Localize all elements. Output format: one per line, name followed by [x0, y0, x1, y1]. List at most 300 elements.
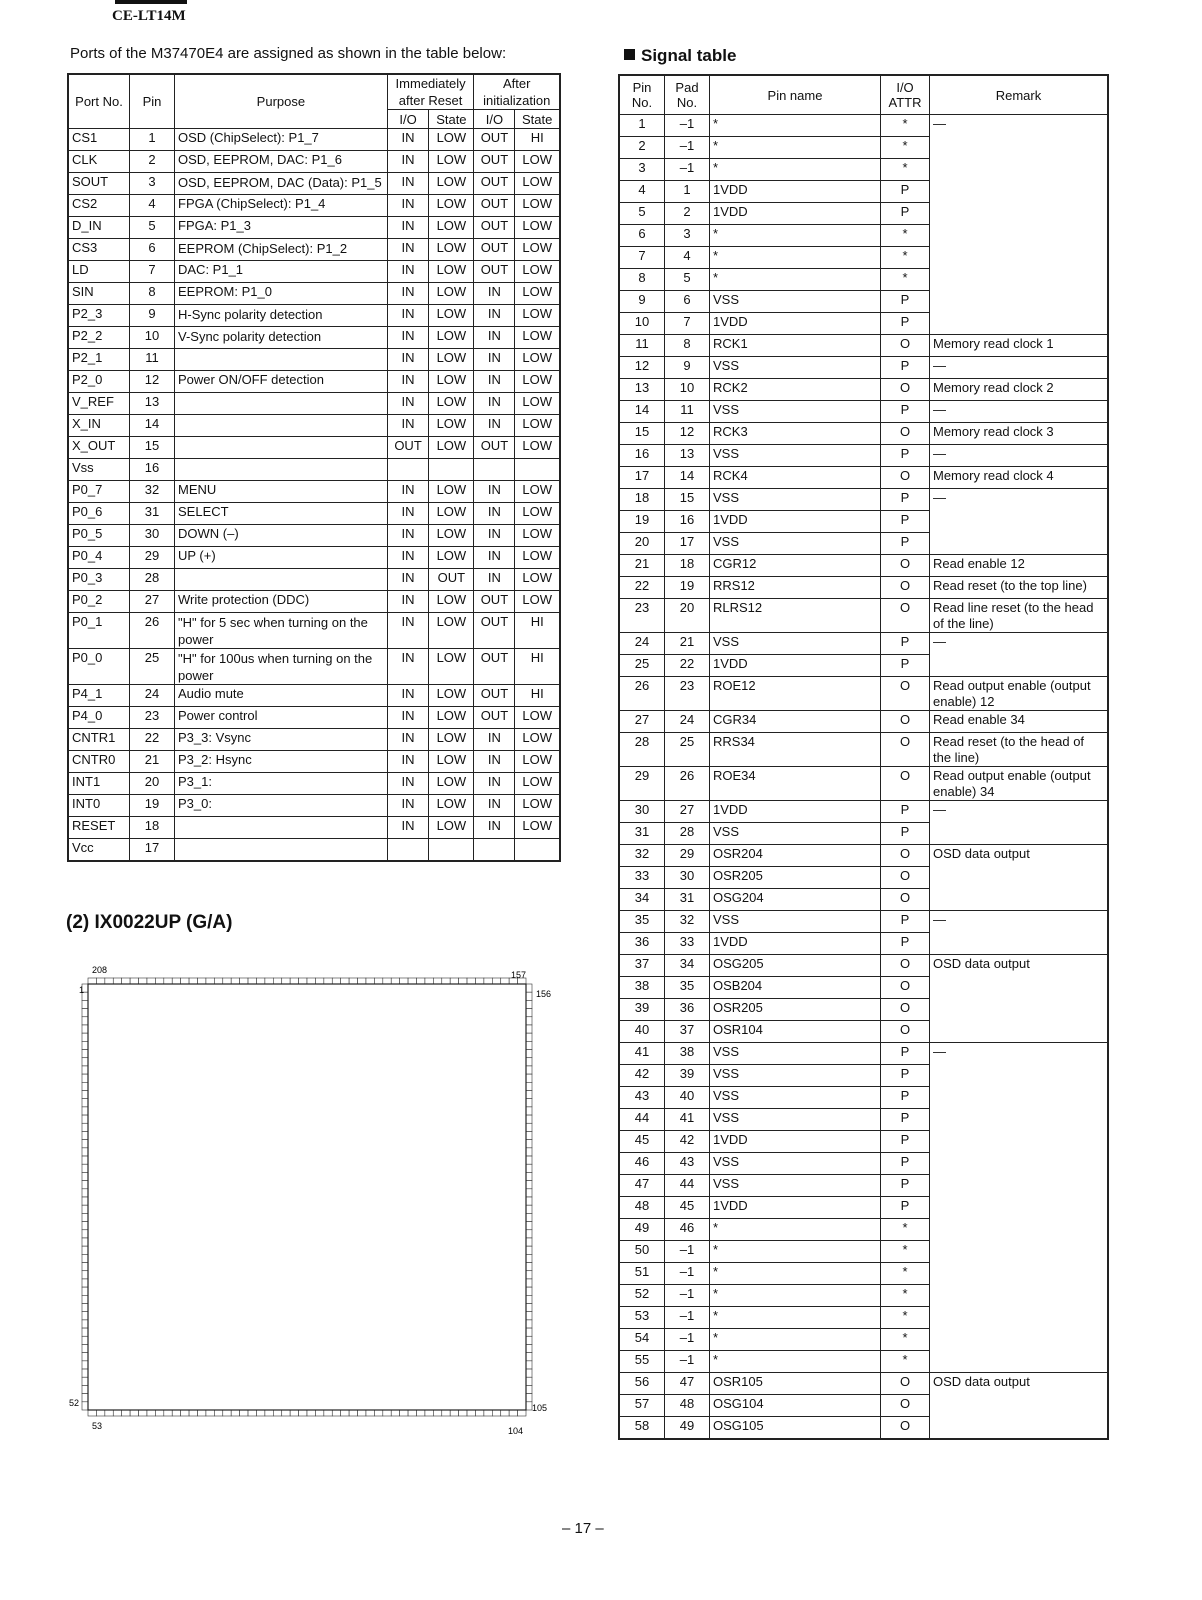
pin-pad	[248, 978, 256, 984]
cell-pin: 5	[130, 217, 175, 239]
cell-port: CS1	[68, 129, 130, 151]
cell-pin-name: OSR205	[710, 867, 881, 889]
pin-pad	[82, 1082, 88, 1090]
cell-pad-no: 9	[665, 357, 710, 379]
cell-pin-no: 2	[619, 137, 665, 159]
cell-state2	[515, 459, 560, 481]
col-pad-no: Pad No.	[665, 75, 710, 115]
pin-pad	[82, 1041, 88, 1049]
ports-row	[68, 217, 560, 239]
pin-pad	[526, 1377, 532, 1385]
cell-pin-name: VSS	[710, 1043, 881, 1065]
cell-pin-name: OSR204	[710, 845, 881, 867]
cell-pin-no: 5	[619, 203, 665, 225]
ports-row	[68, 503, 560, 525]
cell-state2: LOW	[515, 591, 560, 613]
col-pin-no: Pin No.	[619, 75, 665, 115]
cell-pad-no: –1	[665, 1307, 710, 1329]
pin-pad	[526, 1230, 532, 1238]
pin-pad	[425, 1410, 433, 1416]
cell-state2: HI	[515, 613, 560, 649]
cell-port: P2_2	[68, 327, 130, 349]
ports-row	[68, 283, 560, 305]
pin-pad	[374, 978, 382, 984]
cell-pin-no: 20	[619, 533, 665, 555]
pin-pad	[459, 1410, 467, 1416]
cell-io1: IN	[387, 173, 429, 195]
cell-pin: 18	[130, 817, 175, 839]
cell-io1: OUT	[387, 437, 429, 459]
cell-port: SIN	[68, 283, 130, 305]
pin-pad	[492, 1410, 500, 1416]
pin-pad	[82, 1254, 88, 1262]
pin-pad	[82, 1377, 88, 1385]
pin-pad	[526, 1279, 532, 1287]
cell-pin-no: 22	[619, 577, 665, 599]
cell-pad-no: 30	[665, 867, 710, 889]
pin-pad	[82, 1107, 88, 1115]
cell-io1	[387, 459, 429, 481]
cell-pin: 14	[130, 415, 175, 437]
cell-io2: OUT	[474, 591, 515, 613]
cell-state2: HI	[515, 685, 560, 707]
signal-row	[619, 845, 1108, 867]
cell-pad-no: 23	[665, 677, 710, 711]
cell-io-attr: P	[881, 533, 930, 555]
pin-pad	[450, 978, 458, 984]
cell-pad-no: –1	[665, 1351, 710, 1373]
pin-pad	[282, 978, 290, 984]
cell-remark: —	[930, 489, 1109, 555]
cell-pin-name: *	[710, 225, 881, 247]
cell-pin-no: 34	[619, 889, 665, 911]
cell-state2: LOW	[515, 751, 560, 773]
cell-io2: IN	[474, 729, 515, 751]
pin-pad	[82, 1189, 88, 1197]
pin-pad	[526, 1213, 532, 1221]
pin-pad	[475, 1410, 483, 1416]
cell-io-attr: *	[881, 1329, 930, 1351]
cell-pin: 23	[130, 707, 175, 729]
pin-pad	[315, 978, 323, 984]
pin-pad	[82, 1025, 88, 1033]
cell-pin: 9	[130, 305, 175, 327]
pin-pad	[324, 978, 332, 984]
signal-table-title: Signal table	[624, 46, 736, 66]
pin-pad	[526, 1107, 532, 1115]
cell-io2: OUT	[474, 685, 515, 707]
signal-row	[619, 357, 1108, 379]
pin-pad	[526, 1344, 532, 1352]
cell-io-attr: O	[881, 999, 930, 1021]
cell-pin-name: CGR12	[710, 555, 881, 577]
cell-pin-name: *	[710, 137, 881, 159]
pin-pad	[82, 1205, 88, 1213]
cell-io-attr: O	[881, 977, 930, 999]
pin-pad	[526, 992, 532, 1000]
signal-row	[619, 955, 1108, 977]
cell-state1: LOW	[429, 503, 474, 525]
cell-io2: OUT	[474, 173, 515, 195]
cell-pin-name: VSS	[710, 823, 881, 845]
cell-io-attr: P	[881, 1131, 930, 1153]
cell-pin-no: 41	[619, 1043, 665, 1065]
pin-label-52: 52	[69, 1398, 80, 1408]
pin-pad	[82, 1353, 88, 1361]
pin-pad	[526, 1172, 532, 1180]
ports-row	[68, 707, 560, 729]
signal-row	[619, 401, 1108, 423]
pin-pad	[425, 978, 433, 984]
cell-io2	[474, 459, 515, 481]
cell-pin-no: 10	[619, 313, 665, 335]
pin-pad	[214, 978, 222, 984]
cell-pad-no: 33	[665, 933, 710, 955]
cell-io-attr: P	[881, 1043, 930, 1065]
cell-pad-no: 7	[665, 313, 710, 335]
cell-pad-no: 10	[665, 379, 710, 401]
cell-port: V_REF	[68, 393, 130, 415]
col-state-1: State	[429, 110, 474, 129]
cell-port: LD	[68, 261, 130, 283]
cell-purpose: DOWN (–)	[175, 525, 388, 547]
signal-row	[619, 599, 1108, 633]
cell-io-attr: P	[881, 801, 930, 823]
cell-io1: IN	[387, 327, 429, 349]
cell-pad-no: 36	[665, 999, 710, 1021]
cell-remark: Read reset (to the top line)	[930, 577, 1109, 599]
signal-row	[619, 577, 1108, 599]
pin-pad	[189, 1410, 197, 1416]
cell-state1: LOW	[429, 437, 474, 459]
cell-pin-name: OSR205	[710, 999, 881, 1021]
cell-purpose: EEPROM: P1_0	[175, 283, 388, 305]
cell-pin-name: RCK3	[710, 423, 881, 445]
ports-row	[68, 729, 560, 751]
cell-purpose	[175, 459, 388, 481]
pin-pad	[366, 1410, 374, 1416]
pin-pad	[265, 1410, 273, 1416]
cell-remark: —	[930, 445, 1109, 467]
cell-pin: 12	[130, 371, 175, 393]
cell-pin-no: 11	[619, 335, 665, 357]
pin-pad	[155, 1410, 163, 1416]
cell-pad-no: 11	[665, 401, 710, 423]
cell-pin-no: 45	[619, 1131, 665, 1153]
cell-io-attr: *	[881, 1285, 930, 1307]
cell-pin: 3	[130, 173, 175, 195]
cell-io2: OUT	[474, 151, 515, 173]
signal-row	[619, 467, 1108, 489]
cell-io-attr: P	[881, 1175, 930, 1197]
cell-state2: LOW	[515, 305, 560, 327]
cell-pad-no: 6	[665, 291, 710, 313]
pin-pad	[82, 1222, 88, 1230]
pin-pad	[82, 1213, 88, 1221]
cell-pin-name: OSG205	[710, 955, 881, 977]
cell-pin-name: 1VDD	[710, 313, 881, 335]
pin-pad	[526, 1025, 532, 1033]
pin-pad	[341, 1410, 349, 1416]
pin-pad	[526, 1066, 532, 1074]
cell-pin-no: 58	[619, 1417, 665, 1440]
pin-pad	[265, 978, 273, 984]
pin-pad	[172, 1410, 180, 1416]
cell-io2: OUT	[474, 707, 515, 729]
ports-row	[68, 261, 560, 283]
pin-pad	[172, 978, 180, 984]
pin-pad	[526, 1041, 532, 1049]
signal-table	[618, 74, 1109, 1440]
cell-port: P2_0	[68, 371, 130, 393]
cell-state1: LOW	[429, 481, 474, 503]
cell-pin-name: *	[710, 1307, 881, 1329]
signal-row	[619, 335, 1108, 357]
cell-io1: IN	[387, 649, 429, 685]
cell-purpose: OSD, EEPROM, DAC: P1_6	[175, 151, 388, 173]
pin-pad	[147, 1410, 155, 1416]
cell-pin-no: 49	[619, 1219, 665, 1241]
cell-state1: LOW	[429, 217, 474, 239]
cell-state2: HI	[515, 129, 560, 151]
cell-port: P0_6	[68, 503, 130, 525]
cell-state1: LOW	[429, 371, 474, 393]
cell-pin-no: 55	[619, 1351, 665, 1373]
ports-table	[67, 73, 561, 862]
cell-state2: LOW	[515, 795, 560, 817]
pin-pad	[526, 1058, 532, 1066]
cell-pin-no: 16	[619, 445, 665, 467]
pin-pad	[526, 1189, 532, 1197]
pin-pad	[82, 1148, 88, 1156]
cell-pin: 16	[130, 459, 175, 481]
cell-io1: IN	[387, 707, 429, 729]
pin-pad	[82, 1279, 88, 1287]
signal-row	[619, 555, 1108, 577]
pin-pad	[147, 978, 155, 984]
cell-purpose: FPGA (ChipSelect): P1_4	[175, 195, 388, 217]
pin-pad	[526, 1336, 532, 1344]
pin-pad	[374, 1410, 382, 1416]
pin-pad	[240, 1410, 248, 1416]
pin-pad	[391, 1410, 399, 1416]
cell-pin: 1	[130, 129, 175, 151]
cell-purpose: OSD (ChipSelect): P1_7	[175, 129, 388, 151]
cell-pin-no: 7	[619, 247, 665, 269]
cell-state1	[429, 459, 474, 481]
cell-pin-name: VSS	[710, 633, 881, 655]
cell-pin-no: 4	[619, 181, 665, 203]
cell-pin-name: VSS	[710, 1175, 881, 1197]
cell-pad-no: 29	[665, 845, 710, 867]
cell-io1: IN	[387, 547, 429, 569]
pin-pad	[526, 1328, 532, 1336]
square-bullet-icon	[624, 49, 635, 60]
pin-pad	[82, 1074, 88, 1082]
pin-pad	[526, 1123, 532, 1131]
ports-row	[68, 173, 560, 195]
cell-io-attr: P	[881, 203, 930, 225]
cell-pad-no: 12	[665, 423, 710, 445]
pin-pad	[526, 1115, 532, 1123]
cell-port: CNTR0	[68, 751, 130, 773]
col-remark: Remark	[930, 75, 1109, 115]
cell-pin-name: VSS	[710, 911, 881, 933]
cell-pad-no: 8	[665, 335, 710, 357]
cell-io-attr: O	[881, 867, 930, 889]
pin-pad	[526, 1263, 532, 1271]
cell-io2: IN	[474, 795, 515, 817]
cell-pin-name: VSS	[710, 489, 881, 511]
cell-io2: IN	[474, 481, 515, 503]
cell-remark: Memory read clock 4	[930, 467, 1109, 489]
cell-purpose: V-Sync polarity detection	[175, 327, 388, 349]
cell-state1: LOW	[429, 649, 474, 685]
cell-pin-name: *	[710, 247, 881, 269]
pin-label-104: 104	[508, 1426, 524, 1436]
cell-pin-name: VSS	[710, 1153, 881, 1175]
pin-pad	[526, 1254, 532, 1262]
cell-pad-no: 5	[665, 269, 710, 291]
cell-pad-no: 15	[665, 489, 710, 511]
cell-purpose: H-Sync polarity detection	[175, 305, 388, 327]
cell-pin-name: 1VDD	[710, 933, 881, 955]
header-rule	[115, 0, 187, 4]
cell-io-attr: P	[881, 823, 930, 845]
cell-pin-no: 12	[619, 357, 665, 379]
pin-pad	[273, 1410, 281, 1416]
cell-state1: LOW	[429, 261, 474, 283]
pin-pad	[526, 1394, 532, 1402]
cell-pin-no: 15	[619, 423, 665, 445]
pin-pad	[526, 1074, 532, 1082]
cell-io1: IN	[387, 751, 429, 773]
pin-pad	[307, 978, 315, 984]
cell-port: Vss	[68, 459, 130, 481]
cell-pin-name: RRS12	[710, 577, 881, 599]
cell-purpose	[175, 415, 388, 437]
cell-io2: IN	[474, 393, 515, 415]
cell-state2: LOW	[515, 151, 560, 173]
cell-pin-no: 44	[619, 1109, 665, 1131]
pin-pad	[223, 978, 231, 984]
ports-row	[68, 415, 560, 437]
cell-pin-no: 38	[619, 977, 665, 999]
ports-row	[68, 349, 560, 371]
pin-pad	[189, 978, 197, 984]
cell-io-attr: P	[881, 911, 930, 933]
cell-state2: LOW	[515, 371, 560, 393]
chip-body	[88, 984, 526, 1410]
cell-port: P0_0	[68, 649, 130, 685]
pin-pad	[526, 1082, 532, 1090]
cell-remark: —	[930, 1043, 1109, 1373]
pin-pad	[366, 978, 374, 984]
ports-row	[68, 773, 560, 795]
cell-io2: IN	[474, 751, 515, 773]
cell-state1: LOW	[429, 283, 474, 305]
cell-pin: 31	[130, 503, 175, 525]
cell-port: CLK	[68, 151, 130, 173]
ports-row	[68, 481, 560, 503]
pin-pad	[82, 1271, 88, 1279]
cell-io1: IN	[387, 151, 429, 173]
pin-pad	[105, 1410, 113, 1416]
cell-io-attr: P	[881, 1065, 930, 1087]
cell-pad-no: 40	[665, 1087, 710, 1109]
cell-purpose	[175, 569, 388, 591]
cell-pin: 7	[130, 261, 175, 283]
pin-pad	[492, 978, 500, 984]
pin-pad	[467, 978, 475, 984]
cell-state2: LOW	[515, 729, 560, 751]
pin-pad	[526, 1131, 532, 1139]
pin-pad	[526, 1271, 532, 1279]
cell-pad-no: 46	[665, 1219, 710, 1241]
cell-pin: 15	[130, 437, 175, 459]
cell-pin-no: 19	[619, 511, 665, 533]
cell-pad-no: 24	[665, 711, 710, 733]
cell-state1: LOW	[429, 151, 474, 173]
cell-port: INT0	[68, 795, 130, 817]
cell-pin-no: 50	[619, 1241, 665, 1263]
cell-pin: 32	[130, 481, 175, 503]
cell-io-attr: O	[881, 845, 930, 867]
cell-state1: LOW	[429, 525, 474, 547]
pin-pad	[299, 978, 307, 984]
cell-io1: IN	[387, 591, 429, 613]
cell-pin-name: OSR105	[710, 1373, 881, 1395]
cell-remark: Read line reset (to the head of the line)	[930, 599, 1109, 633]
cell-pin-no: 48	[619, 1197, 665, 1219]
col-state-2: State	[515, 110, 560, 129]
pin-pad	[88, 978, 96, 984]
pin-pad	[526, 1164, 532, 1172]
cell-state1: LOW	[429, 195, 474, 217]
cell-io-attr: O	[881, 711, 930, 733]
cell-pin-no: 28	[619, 733, 665, 767]
pin-pad	[139, 1410, 147, 1416]
cell-purpose	[175, 393, 388, 415]
cell-pad-no: 27	[665, 801, 710, 823]
cell-pad-no: 34	[665, 955, 710, 977]
pin-pad	[105, 978, 113, 984]
signal-row	[619, 1373, 1108, 1395]
cell-pin-no: 36	[619, 933, 665, 955]
ports-row	[68, 525, 560, 547]
cell-purpose: UP (+)	[175, 547, 388, 569]
cell-pad-no: 18	[665, 555, 710, 577]
ports-row	[68, 151, 560, 173]
pin-pad	[198, 978, 206, 984]
signal-row	[619, 1043, 1108, 1065]
cell-pad-no: 42	[665, 1131, 710, 1153]
cell-io-attr: *	[881, 115, 930, 137]
pin-label-53: 53	[92, 1421, 103, 1431]
cell-pin: 30	[130, 525, 175, 547]
pin-pad	[256, 1410, 264, 1416]
cell-pin-name: 1VDD	[710, 203, 881, 225]
cell-state2: LOW	[515, 707, 560, 729]
ports-table-body	[68, 129, 560, 862]
cell-pad-no: –1	[665, 137, 710, 159]
pin-pad	[82, 1140, 88, 1148]
cell-purpose: "H" for 5 sec when turning on the power	[175, 613, 388, 649]
cell-io-attr: *	[881, 1307, 930, 1329]
pin-pad	[526, 1050, 532, 1058]
pin-pad	[526, 1148, 532, 1156]
ic-pinout-diagram	[60, 960, 560, 1440]
